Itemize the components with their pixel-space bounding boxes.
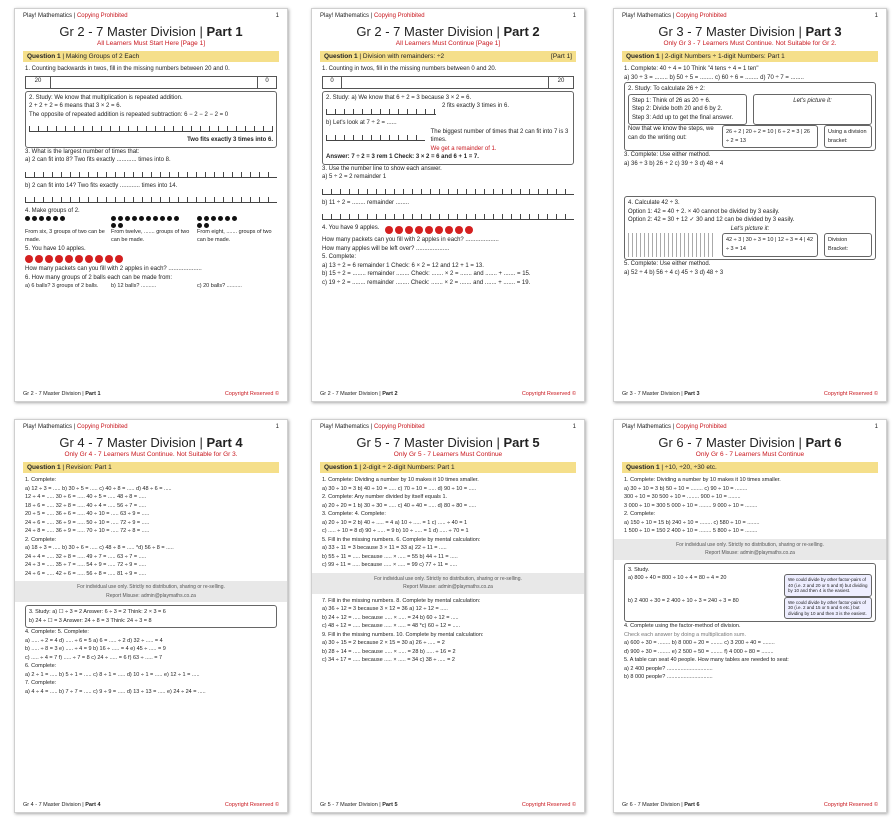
line: a) 12 ÷ 3 = ..... b) 30 ÷ 5 = ..... c) 40 ÷ 8 = ..... d) 48 ÷ 6 = ..... <box>25 485 172 492</box>
page-footer: Gr 6 - 7 Master Division | Part 6 Copyright Reserved © <box>622 802 878 808</box>
page-title: Gr 6 - 7 Master Division | Part 6 <box>658 435 842 450</box>
line: 4. Calculate 42 ÷ 3. <box>628 200 680 206</box>
line: c) ..... ÷ 4 = 7 f) ..... ÷ 7 = 8 c) 24 ÷ ..... = 6 f) 63 ÷ ..... = 7 <box>25 654 163 661</box>
line: 7. Complete: <box>25 680 57 686</box>
title-main: Gr 4 - 7 Master Division <box>59 435 196 450</box>
notice-text: For individual use only. Strictly no distribution, sharing or re-selling. <box>77 584 225 590</box>
question-label: Question 1 <box>27 464 61 471</box>
line: b) 2 can fit into 14? Two fits exactly ............ times into 14. <box>25 182 178 189</box>
line: a) 800 ÷ 40 = 800 ÷ 10 ÷ 4 = 80 ÷ 4 = 20 <box>628 575 727 581</box>
study-box <box>322 91 574 165</box>
page-subtitle: Only Gr 3 - 7 Learners Must Continue. Not Suitable for Gr 2. <box>663 40 837 47</box>
line: 12 ÷ 4 = ..... 30 ÷ 6 = ..... 40 ÷ 5 = ..... 48 ÷ 8 = ..... <box>25 494 147 500</box>
line: We could divide by other factor-pairs of 40 (i.e. 2 and 20 or 5 and 8) but dividing by 10 and then 4 is the easiest. <box>784 574 872 597</box>
question-label: Question 1 <box>626 53 660 60</box>
sep: | <box>72 424 77 430</box>
notice-text: For individual use only. Strictly no distribution, sharing or re-selling. <box>374 575 522 582</box>
worksheet-page-4 <box>14 419 288 813</box>
footer-part: Part 6 <box>684 802 700 808</box>
footer-title: Gr 6 - 7 Master Division <box>622 802 680 808</box>
line: 9. Fill in the missing numbers. 10. Complete by mental calculation: <box>322 631 484 638</box>
footer-part: Part 5 <box>382 802 398 808</box>
page-header <box>15 9 287 19</box>
question-part: [Part 1] <box>551 53 572 60</box>
footer-title: Gr 5 - 7 Master Division <box>320 802 378 808</box>
copyright: Copyright Reserved © <box>823 391 878 397</box>
line: 1. Complete: Dividing a number by 10 makes it 10 times smaller. <box>322 477 479 483</box>
line: Option 2: 42 = 30 + 12 ✓ 30 and 12 can be divided by 3 easily. <box>628 217 795 223</box>
brand: Play! Mathematics <box>23 424 73 430</box>
line: 18 ÷ 6 = ..... 32 ÷ 8 = ..... 40 ÷ 4 = ..... 56 ÷ 7 = ..... <box>25 502 147 509</box>
footer-part: Part 1 <box>85 391 101 397</box>
report-text: Report Misuse: admin@playmaths.co.za <box>705 550 795 556</box>
number-line <box>25 169 277 178</box>
page-header <box>614 9 886 19</box>
copy-notice: Copying Prohibited <box>373 424 425 430</box>
line: a) 2 400 people? .............................. <box>624 665 713 672</box>
line: c) 34 ÷ 17 = ..... because ..... × ..... = 34 c) 38 ÷ ..... = 2 <box>322 657 455 663</box>
box-20: 20 <box>548 77 573 88</box>
number-line <box>29 123 273 132</box>
brand: Play! Mathematics <box>320 13 370 19</box>
title-main: Gr 2 - 7 Master Division <box>59 24 196 39</box>
line: b) 24 ÷ 12 = ..... because ..... × ..... = 24 b) 60 ÷ 12 = ..... <box>322 614 459 621</box>
line: 24 ÷ 3 = ..... 35 ÷ 7 = ..... 54 ÷ 9 = ..... 72 ÷ 9 = ..... <box>25 562 147 568</box>
page-number: 1 <box>874 424 878 430</box>
line: 3. Study: a) ☐ ÷ 3 = 2 Answer: 6 ÷ 3 = 2 Think: 2 × 3 = 6 <box>29 609 166 615</box>
worksheet-page-6 <box>613 419 887 813</box>
line: 4. You have 9 apples. <box>322 225 380 231</box>
page-number: 1 <box>572 13 576 19</box>
box-0: 0 <box>323 77 342 88</box>
sep: | <box>671 13 676 19</box>
line: a) 6 balls? 3 groups of 2 balls. <box>25 283 99 289</box>
question-topic: 2-digit Numbers ÷ 1-digit Numbers: Part 1 <box>664 53 785 60</box>
copyright: Copyright Reserved © <box>224 391 279 397</box>
line: a) 30 ÷ 3 = ........ b) 50 ÷ 5 = ........ c) 60 ÷ 6 = ........ d) 70 ÷ 7 = ........ <box>624 74 804 81</box>
line: a) 36 ÷ 12 = 3 because 3 × 12 = 36 a) 12 ÷ 12 = ..... <box>322 606 448 612</box>
line: 1. Complete: Dividing a number by 10 makes it 10 times smaller. <box>624 477 781 483</box>
title-part: Part 3 <box>805 24 842 39</box>
question-bar: Question 1 | Making Groups of 2 Each <box>23 51 279 62</box>
line: a) 52 ÷ 4 b) 56 ÷ 4 c) 45 ÷ 3 d) 48 ÷ 3 <box>624 269 724 276</box>
line: a) 30 ÷ 10 = 3 b) 50 ÷ 10 = ........ c) 90 ÷ 10 = ........ <box>624 485 748 492</box>
line: 6. How many groups of 2 balls each can be made from: <box>25 274 173 281</box>
line: 5. Complete: <box>322 254 357 260</box>
line: 24 ÷ 8 = ..... 36 ÷ 9 = ..... 70 ÷ 10 = ..... 72 ÷ 8 = ..... <box>25 528 150 534</box>
report-text: Report Misuse: admin@playmaths.co.za <box>106 592 196 599</box>
usage-notice <box>614 539 886 560</box>
line: b) 24 ÷ ☐ = 3 Answer: 24 ÷ 8 = 3 Think: 24 ÷ 3 = 8 <box>29 617 152 624</box>
title-part: Part 6 <box>805 435 842 450</box>
line: How many packets can you fill with 2 apples in each? .................... <box>25 266 202 272</box>
copy-notice: Copying Prohibited <box>675 424 727 430</box>
line: a) 30 ÷ 15 = 2 because 2 × 15 = 30 a) 26 ÷ ..... = 2 <box>322 640 445 646</box>
sep: | <box>72 13 77 19</box>
line: Let's picture it: <box>753 94 872 126</box>
number-boxes <box>25 76 277 89</box>
line: Step 3: Add up to get the final answer. <box>632 114 734 121</box>
copy-notice: Copying Prohibited <box>373 13 425 19</box>
line: 2. Study: We know that multiplication is repeated addition. <box>29 94 183 101</box>
line: Option 1: 42 = 40 + 2. × 40 cannot be divided by 3 easily. <box>628 208 780 215</box>
line: d) 900 ÷ 30 = ........ e) 2 500 ÷ 50 = ........ f) 4 000 ÷ 80 = ........ <box>624 648 774 655</box>
question-topic: ÷10, ÷20, ÷30 etc. <box>664 464 717 471</box>
line: a) 30 ÷ 10 = 3 b) 40 ÷ 10 = ..... c) 70 ÷ 10 = ..... d) 90 ÷ 10 = ..... <box>322 485 477 492</box>
line: c) 20 balls? .......... <box>197 283 242 289</box>
line: 24 ÷ 6 = ..... 36 ÷ 9 = ..... 50 ÷ 10 = ..... 72 ÷ 9 = ..... <box>25 519 150 526</box>
line: From twelve, ....... groups of two can be made. <box>111 228 190 243</box>
number-boxes <box>322 76 574 89</box>
question-bar: Question 1 | ÷10, ÷20, ÷30 etc. <box>622 462 878 473</box>
title-part: Part 5 <box>503 435 540 450</box>
line: 3. Complete: 4. Complete: <box>322 511 386 517</box>
copy-notice: Copying Prohibited <box>675 13 727 19</box>
line: 5. Fill in the missing numbers. 6. Complete by mental calculation: <box>322 536 481 543</box>
line: Step 1: Think of 26 as 20 + 6. <box>632 97 711 104</box>
line: 3. Use the number line to show each answer. <box>322 165 442 172</box>
line: Now that we know the steps, we can do the writing out: <box>628 126 714 141</box>
page-number: 1 <box>275 13 279 19</box>
page-number: 1 <box>874 13 878 19</box>
group-answers <box>25 228 277 245</box>
page-body <box>15 62 287 294</box>
page-title: Gr 5 - 7 Master Division | Part 5 <box>356 435 540 450</box>
line: 2. Complete: Any number divided by itself equals 1. <box>322 494 448 500</box>
page-body <box>312 473 584 668</box>
question-bar: Question 1 | 2-digit ÷ 2-digit Numbers: Part 1 <box>320 462 576 473</box>
copyright: Copyright Reserved © <box>521 391 576 397</box>
line: 1 500 ÷ 10 = 150 2 400 ÷ 10 = ........ 5 800 ÷ 10 = ........ <box>624 528 758 534</box>
title-part: Part 1 <box>206 24 243 39</box>
line: 26 ÷ 2 | 20 ÷ 2 = 10 | 6 ÷ 2 = 3 | 26 ÷ 2 = 13 <box>722 125 818 148</box>
line: 3. What is the largest number of times that: <box>25 148 140 155</box>
page-footer: Gr 2 - 7 Master Division | Part 2 Copyright Reserved © <box>320 391 576 397</box>
question-label: Question 1 <box>324 53 358 60</box>
brand: Play! Mathematics <box>320 424 370 430</box>
apples <box>25 255 277 263</box>
study-box <box>25 91 277 148</box>
line: From eight, ....... groups of two can be made. <box>197 228 272 243</box>
copy-notice: Copying Prohibited <box>76 13 128 19</box>
line: 2 fits exactly 3 times in 6. <box>442 103 510 109</box>
question-topic: Division with remainders: ÷2 <box>362 53 445 60</box>
line: b) 55 ÷ 11 = ..... because ..... × ..... = 55 b) 44 ÷ 11 = ..... <box>322 553 458 560</box>
line: 1. Complete: 40 ÷ 4 = 10 Think "4 tens ÷ 4 = 1 ten" <box>624 66 759 72</box>
line: a) 2 can fit into 8? Two fits exactly ............ times into 8. <box>25 157 171 163</box>
page-subtitle: Only Gr 4 - 7 Learners Must Continue. Not Suitable for Gr 3. <box>64 451 238 458</box>
page-body <box>312 62 584 290</box>
line: 2 + 2 + 2 = 6 means that 3 × 2 = 6. <box>29 103 122 109</box>
question-topic: 2-digit ÷ 2-digit Numbers: Part 1 <box>362 464 455 471</box>
page-header <box>312 420 584 430</box>
line: b) ..... ÷ 8 = 3 e) ..... ÷ 4 = 9 b) 16 ÷ ..... = 4 e) 45 ÷ ..... = 9 <box>25 646 166 652</box>
line: We could divide by other factor-pairs of 30 (i.e. 2 and 15 or 5 and 6 etc.) but dividing by 10 and then 3 is the easiest. <box>784 597 872 620</box>
copyright: Copyright Reserved © <box>823 802 878 808</box>
box-20: 20 <box>26 77 51 88</box>
page-body <box>614 473 886 685</box>
sep: | <box>369 424 374 430</box>
copy-notice: Copying Prohibited <box>76 424 128 430</box>
worksheet-page-1 <box>14 8 288 402</box>
title-main: Gr 5 - 7 Master Division <box>356 435 493 450</box>
line: We get a remainder of 1. <box>430 145 497 152</box>
page-footer: Gr 2 - 7 Master Division | Part 1 Copyright Reserved © <box>23 391 279 397</box>
line: c) ..... ÷ 10 = 8 d) 90 ÷ ..... = 9 b) 10 ÷ ..... = 1 d) ..... ÷ 70 = 1 <box>322 528 469 534</box>
line: a) 20 ÷ 10 = 2 b) 40 ÷ ..... = 4 a) 10 ÷ ..... = 1 c) ..... ÷ 40 = 1 <box>322 519 468 526</box>
line: 4. Complete: 5. Complete: <box>25 629 89 635</box>
line: b) 12 balls? .......... <box>111 283 157 289</box>
line: 3 000 ÷ 10 = 300 5 000 ÷ 10 = ........ 9 000 ÷ 10 = ........ <box>624 502 758 509</box>
line: 6. Complete: <box>25 663 57 669</box>
page-footer: Gr 5 - 7 Master Division | Part 5 Copyright Reserved © <box>320 802 576 808</box>
footer-part: Part 4 <box>85 802 101 808</box>
copyright: Copyright Reserved © <box>521 802 576 808</box>
line: 2. Complete: <box>25 536 57 543</box>
line: b) 15 ÷ 2 = ........ remainder ........ Check: ....... × 2 = ....... and ....... + ....... = 15. <box>322 271 531 277</box>
line: Two fits exactly 3 times into 6. <box>187 137 273 143</box>
line: a) 13 ÷ 2 = 6 remainder 1 Check: 6 × 2 = 12 and 12 + 1 = 13. <box>322 262 484 269</box>
question-bar: Question 1 | Revision: Part 1 <box>23 462 279 473</box>
page-body <box>15 473 287 699</box>
line: 7. Fill in the missing numbers. 8. Complete by mental calculation: <box>322 597 481 604</box>
footer-title: Gr 2 - 7 Master Division <box>23 391 81 397</box>
number-line <box>326 132 425 141</box>
line: a) 4 ÷ 4 = ..... b) 7 ÷ 7 = ..... c) 9 ÷ 9 = ..... d) 13 ÷ 13 = ..... e) 24 ÷ 24 = ..... <box>25 688 206 695</box>
page-subtitle: Only Gr 6 - 7 Learners Must Continue <box>695 451 805 458</box>
line: b) 11 ÷ 2 = ........ remainder ........ <box>322 199 410 206</box>
title-main: Gr 3 - 7 Master Division <box>658 24 795 39</box>
question-label: Question 1 <box>27 53 61 60</box>
line: a) 150 ÷ 10 = 15 b) 240 ÷ 10 = ........ c) 580 ÷ 10 = ........ <box>624 519 760 526</box>
footer-title: Gr 2 - 7 Master Division <box>320 391 378 397</box>
question-bar: Question 1 | 2-digit Numbers ÷ 1-digit Numbers: Part 1 <box>622 51 878 62</box>
title-part: Part 4 <box>206 435 243 450</box>
line: The opposite of repeated addition is repeated subtraction: 6 − 2 − 2 − 2 = 0 <box>29 111 229 118</box>
line: a) 33 ÷ 11 = 3 because 3 × 11 = 33 a) 22 ÷ 11 = ..... <box>322 545 447 551</box>
question-topic: Revision: Part 1 <box>65 464 112 471</box>
worksheet-page-3 <box>613 8 887 402</box>
line: 24 ÷ 6 = ..... 42 ÷ 6 = ..... 56 ÷ 8 = ..... 81 ÷ 9 = ..... <box>25 570 147 577</box>
line: 2. Complete: <box>624 511 656 517</box>
title-main: Gr 6 - 7 Master Division <box>658 435 795 450</box>
page-subtitle: All Learners Must Continue [Page 1] <box>395 40 501 47</box>
line: 1. Counting in twos, fill in the missing numbers between 0 and 20. <box>322 66 497 72</box>
notice-text: For individual use only. Strictly no distribution, sharing or re-selling. <box>676 541 824 548</box>
line: 3. Study. <box>628 566 650 573</box>
line: c) 19 ÷ 2 = ........ remainder ........ Check: ....... × 2 = ....... and ....... + ....... = 19. <box>322 279 531 286</box>
line: c) 48 ÷ 12 = ..... because ..... × ..... = 48 *c) 60 ÷ 12 = ..... <box>322 623 461 629</box>
report-text: Report Misuse: admin@playmaths.co.za <box>403 584 493 590</box>
line: a) 36 ÷ 3 b) 26 ÷ 2 c) 39 ÷ 3 d) 48 ÷ 4 <box>624 160 724 167</box>
page-number: 1 <box>572 424 576 430</box>
question-label: Question 1 <box>626 464 660 471</box>
worksheet-page-2 <box>311 8 585 402</box>
line: From six, 3 groups of two can be made. <box>25 228 105 243</box>
page-subtitle: Only Gr 5 - 7 Learners Must Continue <box>393 451 503 458</box>
number-line <box>25 194 277 203</box>
line: a) 2 ÷ 1 = ..... b) 5 ÷ 1 = ..... c) 8 ÷ 1 = ..... d) 10 ÷ 1 = ..... e) 12 ÷ 1 = ..... <box>25 671 200 678</box>
dot-groups <box>25 216 277 228</box>
footer-part: Part 3 <box>684 391 700 397</box>
number-line <box>322 186 574 195</box>
page-header <box>312 9 584 19</box>
line: b) Let's look at 7 ÷ 2 = ...... <box>326 120 397 126</box>
line: a) ..... ÷ 2 = 4 d) ..... ÷ 6 = 5 a) 6 = ..... ÷ 2 d) 32 ÷ ..... = 4 <box>25 637 163 644</box>
usage-notice <box>312 573 584 594</box>
page-number: 1 <box>275 424 279 430</box>
line: 4. Complete using the factor-method of division. <box>624 623 741 629</box>
line: 1. Complete: <box>25 477 57 483</box>
line: a) 5 ÷ 2 = 2 remainder 1 <box>322 174 387 180</box>
footer-title: Gr 4 - 7 Master Division <box>23 802 81 808</box>
apples <box>385 226 473 234</box>
footer-part: Part 2 <box>382 391 398 397</box>
line: b) 28 ÷ 14 = ..... because ..... × ..... = 28 b) ..... ÷ 16 = 2 <box>322 648 456 655</box>
line: a) 600 ÷ 30 = ........ b) 8 000 ÷ 20 = ........ c) 3 200 ÷ 40 = ........ <box>624 640 775 646</box>
line: 42 ÷ 3 | 30 ÷ 3 = 10 | 12 ÷ 3 = 4 | 42 ÷ 3 = 14 <box>722 233 818 257</box>
page-footer: Gr 3 - 7 Master Division | Part 3 Copyright Reserved © <box>622 391 878 397</box>
brand: Play! Mathematics <box>23 13 73 19</box>
page-title: Gr 2 - 7 Master Division | Part 1 <box>59 24 243 39</box>
line: a) 18 ÷ 3 = ..... b) 30 ÷ 6 = ..... c) 48 ÷ 8 = ..... *d) 56 ÷ 8 = ..... <box>25 545 174 551</box>
worksheet-page-5 <box>311 419 585 813</box>
line: c) 99 ÷ 11 = ..... because ..... × ..... = 99 c) 77 ÷ 11 = ..... <box>322 562 458 568</box>
brand: Play! Mathematics <box>622 13 672 19</box>
line: b) 2 400 ÷ 30 = 2 400 ÷ 10 ÷ 3 = 240 ÷ 3 = 80 <box>628 597 739 604</box>
title-part: Part 2 <box>503 24 540 39</box>
line: Let's picture it: <box>730 225 770 232</box>
line: How many packets can you fill with 2 apples in each? .................... <box>322 237 499 243</box>
question-label: Question 1 <box>324 464 358 471</box>
line: 3. Complete: Use either method. <box>624 152 711 158</box>
line: 2. Study: To calculate 26 ÷ 2: <box>628 86 705 92</box>
line: How many apples will be left over? .................... <box>322 245 450 252</box>
page-header <box>614 420 886 430</box>
usage-notice <box>15 581 287 602</box>
footer-title: Gr 3 - 7 Master Division <box>622 391 680 397</box>
line: 2. Study: a) We know that 6 ÷ 2 = 3 because 3 × 2 = 6. <box>326 94 472 101</box>
copyright: Copyright Reserved © <box>224 802 279 808</box>
line: 24 ÷ 4 = ..... 32 ÷ 8 = ..... 49 ÷ 7 = ..... 63 ÷ 7 = ..... <box>25 553 147 560</box>
line: 20 ÷ 5 = ..... 36 ÷ 6 = ..... 40 ÷ 10 = ..... 63 ÷ 9 = ..... <box>25 511 150 517</box>
line: Step 2: Divide both 20 and 6 by 2. <box>632 106 723 112</box>
page-footer: Gr 4 - 7 Master Division | Part 4 Copyright Reserved © <box>23 802 279 808</box>
question-topic: Making Groups of 2 Each <box>65 53 140 60</box>
number-line <box>322 211 574 220</box>
line: The biggest number of times that 2 can fit into 7 is 3 times. <box>430 128 569 143</box>
line: a) 20 ÷ 20 = 1 b) 30 ÷ 30 = ..... c) 40 ÷ 40 = ..... d) 80 ÷ 80 = ..... <box>322 502 477 509</box>
question-bar: Question 1 | Division with remainders: ÷2 [Part 1] <box>320 51 576 62</box>
title-main: Gr 2 - 7 Master Division <box>356 24 493 39</box>
box-0: 0 <box>257 77 276 88</box>
line: 5. A table can seat 40 people. How many tables are needed to seat: <box>624 657 789 663</box>
line: b) 8 000 people? .............................. <box>624 674 713 680</box>
calc-box <box>624 196 876 260</box>
line: 5. Complete: Use either method. <box>624 261 711 267</box>
brand: Play! Mathematics <box>622 424 672 430</box>
study-box <box>624 82 876 151</box>
page-header <box>15 420 287 430</box>
sep: | <box>369 13 374 19</box>
line: 1. Counting backwards in twos, fill in the missing numbers between 20 and 0. <box>25 66 230 72</box>
page-subtitle: All Learners Must Start Here [Page 1] <box>96 40 206 47</box>
page-body <box>614 62 886 280</box>
line: 4. Make groups of 2. <box>25 208 80 214</box>
page-title: Gr 2 - 7 Master Division | Part 2 <box>356 24 540 39</box>
page-title: Gr 4 - 7 Master Division | Part 4 <box>59 435 243 450</box>
line: Using a division bracket: <box>824 125 872 148</box>
line: Division Bracket: <box>824 233 872 257</box>
line: 300 ÷ 10 = 30 500 ÷ 10 = ........ 900 ÷ 10 = ........ <box>624 494 741 500</box>
sep: | <box>671 424 676 430</box>
number-line <box>326 106 436 115</box>
line: 5. You have 10 apples. <box>25 245 86 252</box>
line: Answer: 7 ÷ 2 = 3 rem 1 Check: 3 × 2 = 6 and 6 + 1 = 7. <box>326 154 479 160</box>
page-title: Gr 3 - 7 Master Division | Part 3 <box>658 24 842 39</box>
line: Check each answer by doing a multiplication sum. <box>624 631 746 638</box>
